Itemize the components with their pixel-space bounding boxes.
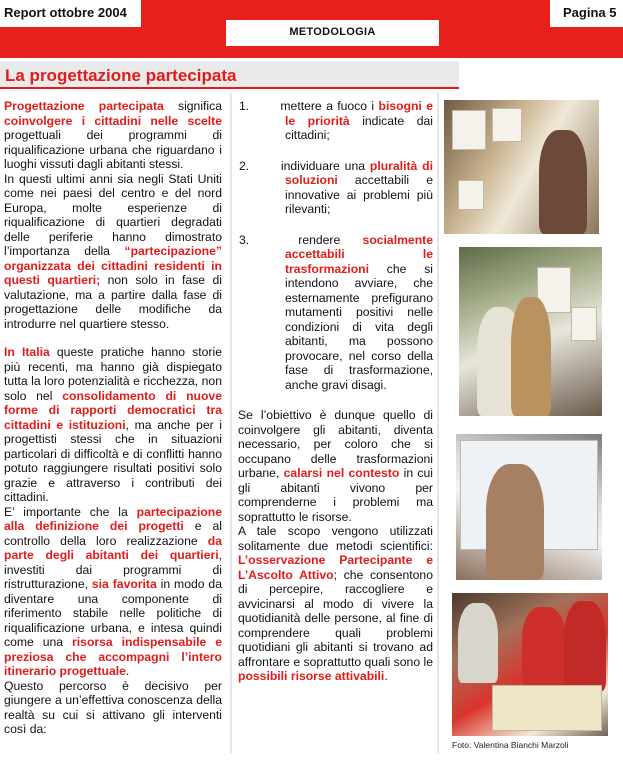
column-divider	[437, 93, 439, 753]
text: mettere a fuoco i	[280, 99, 379, 113]
highlight: pluralità di soluzioni	[285, 158, 433, 187]
text: rendere	[298, 232, 363, 247]
paragraph	[4, 345, 222, 505]
text: .	[384, 669, 388, 683]
paragraph	[4, 99, 222, 172]
highlight: calarsi nel contesto	[283, 466, 400, 480]
list-item	[238, 159, 433, 217]
text: progettuali dei programmi di riqualificazione urbana che riguardano i luoghi vissuti dagli abitanti stessi.	[4, 128, 222, 171]
paragraph	[4, 505, 222, 679]
table-model	[492, 685, 602, 731]
list-number: 1.	[239, 99, 250, 113]
highlight: risorsa indispensabile e preziosa che accompagni l’intero itinerario progettuale	[4, 635, 222, 678]
list-number: 3.	[239, 232, 250, 247]
text: indicate dai cittadini;	[285, 113, 433, 142]
text: significa	[163, 99, 223, 113]
poster	[492, 108, 522, 142]
highlight: socialmente accettabili le trasformazioni	[285, 232, 433, 276]
paragraph	[238, 408, 433, 524]
text: In questi ultimi anni sia negli Stati Uniti come nei paesi del centro e del nord Europa, molte esperienze di riqualificazione di quartieri degradati delle periferie hanno dimostrato l’importanza della	[4, 171, 222, 258]
highlight: partecipazione alla definizione dei progetti	[4, 504, 222, 533]
text: A tale scopo vengono utilizzati solitamente due metodi scientifici:	[238, 524, 433, 553]
text: Questo percorso è decisivo per giungere a un’effettiva conoscenza della realtà su cui si attivano gli interventi così da:	[4, 678, 222, 736]
paragraph	[238, 524, 433, 684]
highlight: da parte degli abitanti dei quartieri	[4, 533, 222, 562]
highlight: coinvolgere i cittadini nelle scelte	[4, 113, 222, 128]
list-number: 2.	[239, 158, 250, 173]
photo-workshop-table	[452, 593, 608, 736]
person	[511, 297, 551, 416]
photo-credit: Foto: Valentina Bianchi Marzoli	[452, 740, 569, 750]
highlight: L’osservazione Partecipante e L’Ascolto Attivo	[238, 553, 433, 582]
person	[564, 601, 606, 691]
column-divider	[230, 93, 232, 753]
text: ; che consentono di percepire, raccogliere e avvicinarsi al modo di vivere la quotidianità delle persone, al fine di comprendere quali problemi quotidiani gli abitanti si trovano ad affrontare e soprattutto quali sono le	[238, 567, 433, 669]
highlight: Progettazione partecipata	[4, 99, 164, 113]
person	[539, 130, 587, 234]
text: e al controllo della loro realizzazione	[4, 519, 222, 548]
text: che si intendono avviare, che esternamente prefigurano mutamenti positivi nelle condizioni di vita degli abitanti, ma possono provocare, nel corso della fase di trasformazione, anche gravi disagi.	[285, 261, 433, 392]
text: , investiti dai programmi di ristrutturazione,	[4, 548, 222, 591]
text: in modo da diventare una componente di riferimento stabile nelle politiche di riqualificazione urbana, e intesa quindi come una	[4, 577, 222, 649]
title-underline	[0, 87, 459, 89]
list-item	[238, 233, 433, 393]
photo-residents-at-exhibition	[459, 247, 602, 416]
text: Se l’obiettivo è dunque quello di coinvolgere gli abitanti, diventa necessario, per coloro che si occupano delle trasformazioni urbane,	[238, 408, 433, 480]
highlight: In Italia	[4, 345, 50, 359]
page-number: Pagina 5	[550, 0, 623, 27]
paragraph	[4, 172, 222, 332]
person	[486, 464, 544, 580]
paragraph	[4, 679, 222, 737]
poster	[452, 110, 486, 150]
text: accettabili e innovative ai problemi più rilevanti;	[285, 173, 433, 216]
highlight: bisogni e le priorità	[285, 99, 433, 128]
numbered-list	[238, 99, 433, 392]
highlight: “partecipazione” organizzata dei cittadini residenti in questi quartieri;	[4, 244, 222, 287]
text: E’ importante che la	[4, 504, 137, 519]
section-label: METODOLOGIA	[226, 20, 439, 46]
text: non solo in fase di valutazione, ma a partire dalla fase di progettazione delle modifiche da introdurre nel quartiere stesso.	[4, 273, 222, 331]
article-title: La progettazione partecipata	[5, 66, 237, 85]
poster	[458, 180, 484, 210]
list-item	[238, 99, 433, 143]
text: queste pratiche hanno storie più recenti, ma hanno già dispiegato tutta la loro potenzialità e ricchezza, non solo nel	[4, 345, 222, 403]
photo-man-writing-on-board	[456, 434, 602, 580]
text: .	[125, 664, 130, 678]
column-middle	[238, 99, 433, 684]
highlight: possibili risorse attivabili	[238, 669, 385, 683]
highlight: consolidamento di nuove forme di rapporti democratici tra cittadini e istituzioni	[4, 388, 222, 432]
text: individuare una	[280, 158, 370, 173]
column-left	[4, 99, 222, 737]
highlight: sia favorita	[91, 577, 157, 591]
text: in cui gli abitanti vivono per comprenderne i problemi ma soprattutto le risorse.	[238, 466, 433, 524]
photo-residents-reading-board	[444, 100, 599, 234]
poster	[571, 307, 597, 341]
report-date: Report ottobre 2004	[0, 0, 141, 27]
person	[522, 607, 566, 687]
text: , ma anche per i progettisti stessi che in situazioni particolari di difficoltà e di conflitti hanno potuto raggiungere risultati positivi solo grazie e attraverso i contributi dei cittadini.	[4, 417, 223, 504]
person	[458, 603, 498, 683]
